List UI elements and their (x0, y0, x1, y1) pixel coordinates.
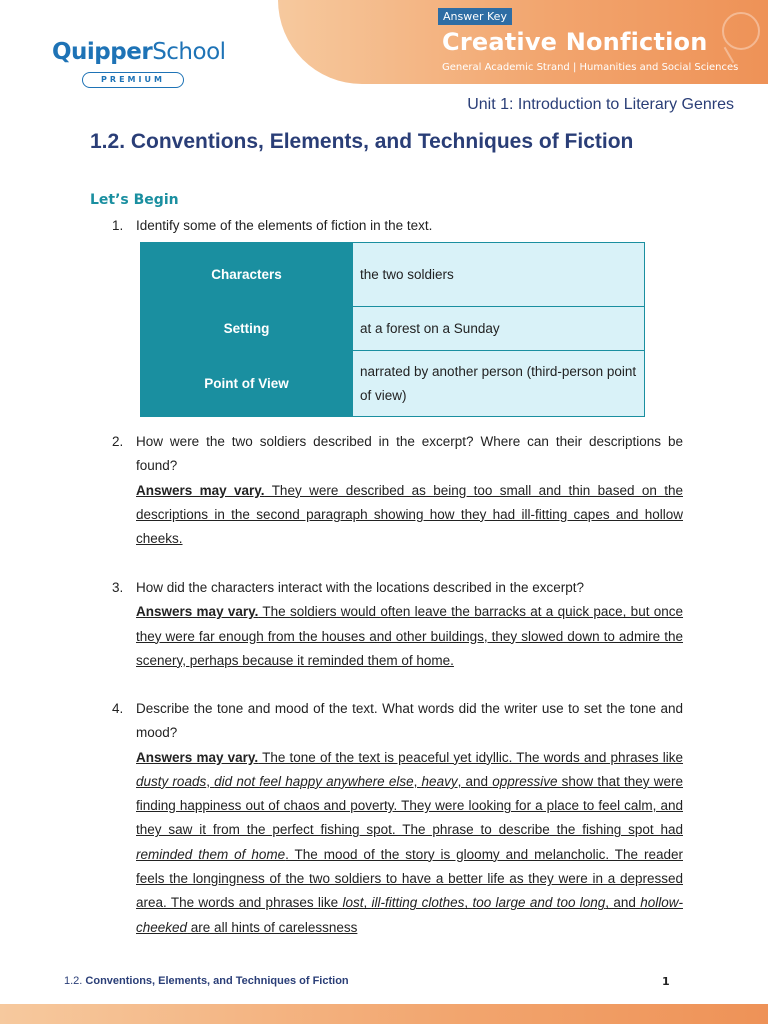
question-text: How were the two soldiers described in the excerpt? Where can their descriptions be found? (136, 434, 683, 474)
answer-segment: , (206, 773, 215, 789)
row-label: Characters (141, 243, 353, 307)
strand-subtitle: General Academic Strand | Humanities and Social Sciences (442, 62, 739, 73)
row-value: at a forest on a Sunday (353, 307, 645, 351)
answer-segment: , (413, 773, 422, 789)
question-text: Describe the tone and mood of the text. What words did the writer use to set the tone and mood? (136, 701, 683, 741)
answer-text (136, 750, 683, 935)
answer-segment: . The mood of the story is gloomy and melancholic. The reader feels the longingness of the two soldiers to have a better life as they were in a depressed area. The words and phrases like (136, 846, 683, 911)
answer-segment: The tone of the text is peaceful yet idyllic. The words and phrases like (258, 749, 684, 765)
question-number: 3. (112, 580, 124, 595)
footer-title: Conventions, Elements, and Techniques of Fiction (85, 975, 349, 987)
page-number: 1 (662, 975, 670, 988)
premium-badge: PREMIUM (82, 72, 184, 88)
answer-segment: , and (605, 895, 641, 911)
question-number: 2. (112, 434, 124, 449)
section-heading: Let’s Begin (90, 192, 179, 208)
lesson-title: 1.2. Conventions, Elements, and Techniques of Fiction (90, 130, 634, 153)
question-number: 1. (112, 218, 124, 233)
question-text: How did the characters interact with the locations described in the excerpt? (136, 580, 584, 595)
answer-body: The soldiers would often leave the barracks at a quick pace, but once they were far enough from the houses and other buildings, they slowed down to admire the scenery, perhaps because it reminded them of home. (136, 604, 684, 668)
table-row (141, 351, 645, 417)
answer-emphasis: did not feel happy anywhere else (214, 773, 414, 789)
answer-emphasis: ill-fitting clothes (371, 895, 465, 911)
answer-text (136, 483, 683, 547)
answer-key-badge: Answer Key (438, 8, 512, 25)
footer-lesson (64, 975, 349, 987)
answer-lead: Answers may vary. (136, 482, 265, 498)
key-icon (722, 12, 760, 50)
answer-segment: are all hints of carelessness (187, 919, 358, 935)
answer-emphasis: reminded them of home (136, 846, 286, 862)
answer-emphasis: dusty roads (136, 773, 207, 789)
table-row (141, 307, 645, 351)
question-text: Identify some of the elements of fiction in the text. (136, 218, 433, 233)
unit-heading: Unit 1: Introduction to Literary Genres (467, 96, 734, 113)
answer-text (136, 604, 683, 668)
quipper-school-logo (52, 39, 226, 65)
bottom-band (0, 1004, 768, 1024)
row-value: narrated by another person (third-person point of view) (353, 351, 645, 417)
footer-number: 1.2. (64, 975, 83, 987)
answer-body: They were described as being too small and thin based on the descriptions in the second paragraph showing how they had ill-fitting capes and hollow cheeks. (136, 482, 683, 547)
question-body (136, 576, 683, 673)
answer-emphasis: lost (342, 895, 364, 911)
logo-part-school: School (152, 39, 226, 65)
question-number: 4. (112, 701, 124, 716)
question-body (136, 697, 683, 940)
row-label: Setting (141, 307, 353, 351)
answer-lead: Answers may vary. (136, 604, 259, 620)
answer-lead: Answers may vary. (136, 749, 259, 765)
answer-segment: , (464, 895, 473, 911)
logo-part-quipper: Quipper (52, 39, 153, 65)
row-label: Point of View (141, 351, 353, 417)
elements-table (140, 242, 645, 417)
answer-segment: show that they were finding happiness out of chaos and poverty. They were looking for a place to feel calm, and they saw it from the perfect fishing spot. The phrase to describe the fishing spot had (136, 773, 683, 838)
answer-emphasis: heavy (421, 773, 458, 789)
row-value: the two soldiers (353, 243, 645, 307)
answer-segment: , (363, 895, 372, 911)
answer-emphasis: oppressive (492, 773, 558, 789)
question-body (136, 430, 683, 551)
table-row (141, 243, 645, 307)
answer-emphasis: hollow-cheeked (136, 895, 683, 935)
answer-segment: , and (457, 773, 493, 789)
subject-title: Creative Nonfiction (442, 28, 708, 56)
answer-emphasis: too large and too long (472, 895, 606, 911)
